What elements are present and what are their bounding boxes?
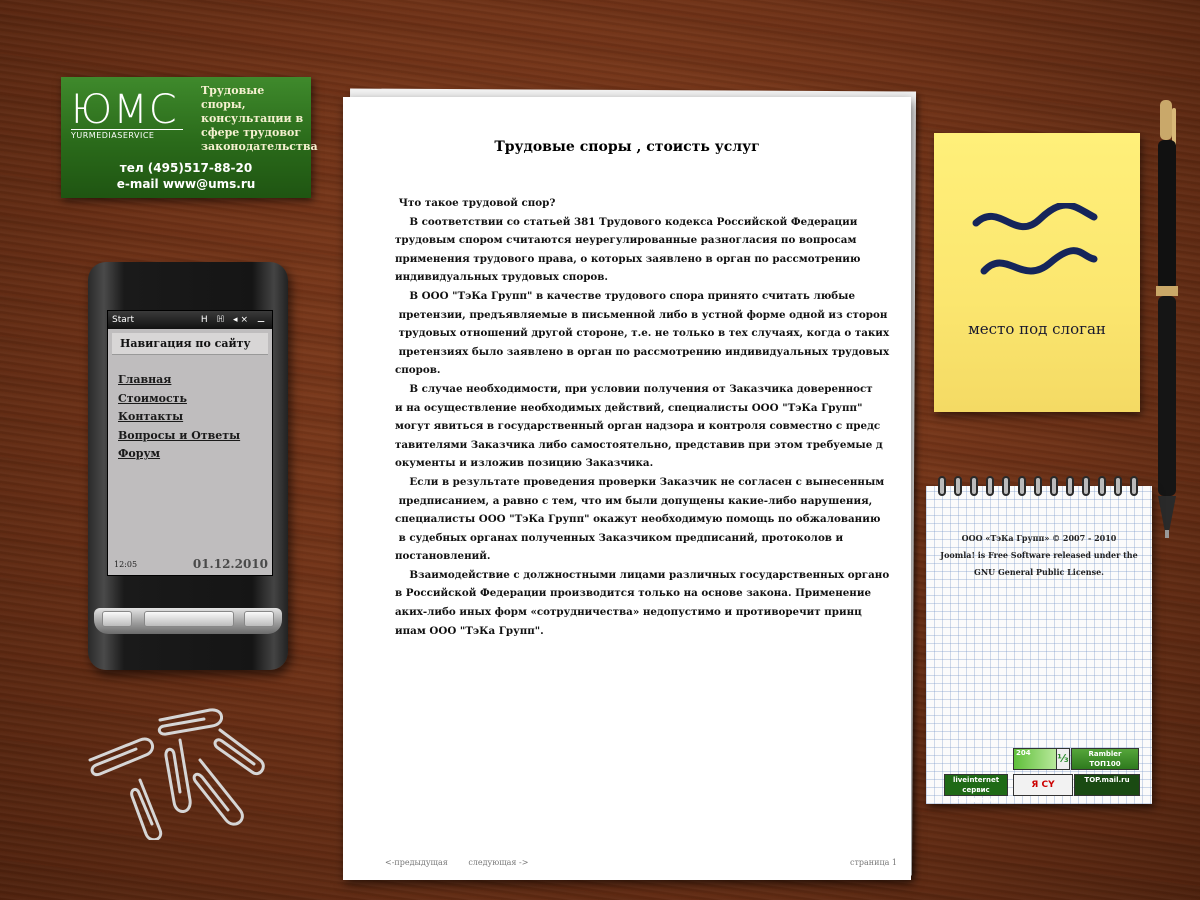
phone-end-key bbox=[244, 611, 274, 627]
phone-call-key bbox=[102, 611, 132, 627]
logo[interactable] bbox=[71, 87, 183, 140]
card-phone: тел (495)517-88-20 bbox=[119, 161, 253, 175]
article-paragraph: Что такое трудовой спор? bbox=[395, 197, 556, 209]
notepad-spiral bbox=[936, 476, 1142, 496]
page-number: страница 1 bbox=[849, 858, 897, 867]
phone-statusbar bbox=[108, 311, 272, 329]
article-sheet bbox=[343, 97, 911, 880]
article-paragraph: Взаимодействие с должностными лицами различных государственных органо в Российской Федерации производится только на основе закона. Применение аких-либо иных форм «сотрудничества» недопустимо и противоречит принц ипам ООО "ТэКа Групп". bbox=[395, 568, 890, 637]
logo-subtitle: YURMEDIASERVICE bbox=[71, 129, 183, 140]
paperclips-icon bbox=[80, 700, 270, 840]
phone-device bbox=[88, 262, 288, 670]
phone-screen bbox=[107, 310, 273, 576]
article-paragraph: В соответствии со статьей 381 Трудового кодекса Российской Федерации трудовым спором считаются неурегулированные разногласия по вопросам применения трудового права, о которых заявлено в орган по рассмотрению индивидуальных трудовых споров. bbox=[395, 215, 861, 284]
nav-link-pricing[interactable]: Стоимость bbox=[118, 391, 187, 405]
liveinternet-badge[interactable]: liveinternet сервис статистики bbox=[944, 774, 1008, 796]
article-body bbox=[395, 194, 890, 640]
slogan-placeholder: место под слоган bbox=[968, 320, 1106, 338]
card-tagline: Трудовые споры, консультации в сфере трудовог законодательства bbox=[201, 84, 318, 153]
article-paragraph: Если в результате проведения проверки Заказчик не согласен с вынесенным предписанием, а равно с тем, что им были допущены какие-либо нарушения, специалисты ООО "ТэКа Групп" окажут необходимую помощь по обжалованию в судебных органах полученных Заказчиком предписаний, протоколов и постановлений. bbox=[395, 475, 885, 563]
site-footer bbox=[926, 530, 1152, 581]
copyright-text: ООО «ТэКа Групп» © 2007 - 2010 bbox=[961, 533, 1117, 543]
logo-mark: ЮМС bbox=[71, 87, 178, 133]
site-navigation bbox=[108, 371, 272, 464]
rambler-badge[interactable]: Rambler ТОП100 bbox=[1071, 748, 1139, 770]
sticky-note bbox=[934, 133, 1140, 412]
pagination bbox=[385, 858, 546, 867]
next-page-link[interactable]: следующая -> bbox=[468, 858, 529, 867]
start-label: Start bbox=[112, 315, 134, 325]
article-paragraph: В ООО "ТэКа Групп" в качестве трудового спора принято считать любые претензии, предъявляемые в письменной либо в устной форме одной из сторон трудовых отношений другой стороне, т.е. не только в тех случаях, когда о таких претензиях было заявлено в орган по рассмотрению индивидуальных трудовых споров. bbox=[395, 289, 890, 377]
phone-hardware-buttons bbox=[94, 608, 282, 634]
counter-badge-2[interactable]: ⅓ bbox=[1056, 748, 1070, 770]
license-text[interactable]: GNU General Public License. bbox=[974, 567, 1104, 577]
article-paragraph: В случае необходимости, при условии получения от Заказчика доверенност и на осуществление необходимых действий, специалисты ООО "ТэКа Групп" могут явиться в государственный орган надзора и контроля совместно с предс тавителями Заказчика либо самостоятельно, представив при этом требуемые д окументы и изложив позицию Заказчика. bbox=[395, 382, 883, 470]
business-card bbox=[61, 77, 318, 198]
nav-title: Навигация по сайту bbox=[112, 333, 268, 355]
card-contacts bbox=[61, 160, 311, 192]
status-icons: H ℍ ◂× ⚊ bbox=[200, 315, 268, 325]
phone-date: 01.12.2010 bbox=[192, 557, 268, 571]
phone-home-key bbox=[144, 611, 234, 627]
nav-link-contacts[interactable]: Контакты bbox=[118, 410, 184, 423]
article-title: Трудовые споры , стоисть услуг bbox=[494, 139, 760, 155]
nav-link-faq[interactable]: Вопросы и Ответы bbox=[118, 428, 241, 442]
topmail-badge[interactable]: TOP.mail.ru bbox=[1074, 774, 1140, 796]
counter-badge-1[interactable]: 204 bbox=[1013, 748, 1057, 770]
phone-clock: 12:05 bbox=[114, 560, 138, 569]
yandex-cy-badge[interactable]: Я CY bbox=[1013, 774, 1073, 796]
nav-link-forum[interactable]: Форум bbox=[118, 447, 161, 460]
pen-icon bbox=[1152, 100, 1192, 540]
tilde-doodle-icon bbox=[970, 203, 1100, 293]
prev-page-link[interactable]: <-предыдущая bbox=[385, 858, 448, 867]
card-email[interactable]: e-mail www@ums.ru bbox=[116, 177, 256, 191]
notepad bbox=[926, 486, 1152, 804]
joomla-text[interactable]: Joomla! is Free Software released under the bbox=[940, 550, 1138, 560]
nav-link-home[interactable]: Главная bbox=[118, 373, 172, 386]
